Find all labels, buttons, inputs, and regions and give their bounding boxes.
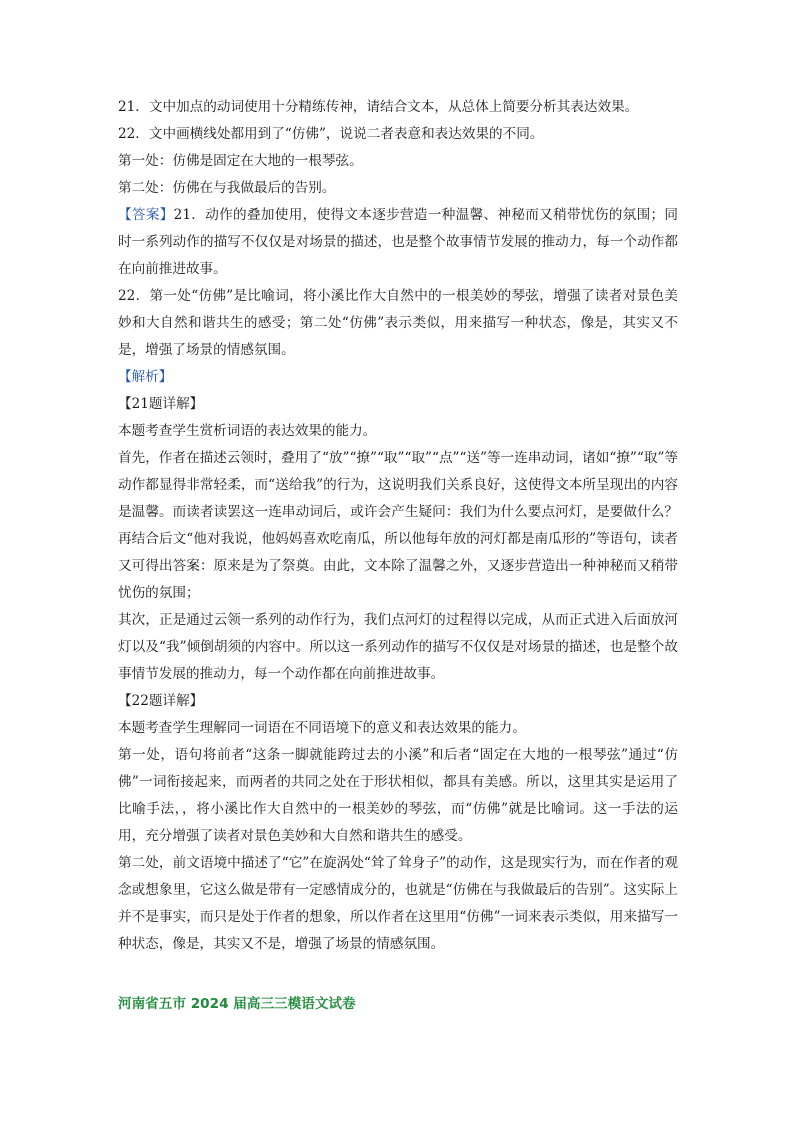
question-22-item-2: 第二处：仿佛在与我做最后的告别。 <box>118 180 336 196</box>
detail-22-paragraph-2: 第二处，前文语境中描述了“它”在旋涡处“耸了耸身子”的动作，这是现实行为，而在作者的观念或想象里，它这么做是带有一定感情成分的，也就是“仿佛在与我做最后的告别”。这实际上并不是事实，而只是处于作者的想象，所以作者在这里用“仿佛”一词来表示类似，用来描写一种状态，像是，其实又不是，增强了场景的情感氛围。 <box>118 855 678 952</box>
answer-21-text: 21．动作的叠加使用，使得文本逐步营造一种温馨、神秘而又稍带忧伤的氛围；同时一系列动作的描写不仅仅是对场景的描述，也是整个故事情节发展的推动力，每一个动作都在向前推进故事。 <box>118 207 679 277</box>
answer-21-paragraph <box>118 202 678 283</box>
detail-21-intro: 本题考查学生赏析词语的表达效果的能力。 <box>118 423 377 439</box>
detail-22-intro: 本题考查学生理解同一词语在不同语境下的意义和表达效果的能力。 <box>118 720 526 736</box>
answer-label: 【答案】 <box>118 207 174 223</box>
document-body <box>118 94 678 958</box>
detail-21-paragraph-2: 其次，正是通过云领一系列的动作行为，我们点河灯的过程得以完成，从而正式进入后面放河灯以及“我”倾倒胡须的内容中。所以这一系列动作的描写不仅仅是对场景的描述，也是整个故事情节发展的推动力，每一个动作都在向前推进故事。 <box>118 612 678 682</box>
question-22: 22．文中画横线处都用到了“仿佛”，说说二者表意和表达效果的不同。 <box>118 126 544 142</box>
question-22-item-1: 第一处：仿佛是固定在大地的一根琴弦。 <box>118 153 363 169</box>
answer-22-text: 22．第一处“仿佛”是比喻词，将小溪比作大自然中的一根美妙的琴弦，增强了读者对景色美妙和大自然和谐共生的感受；第二处“仿佛”表示类似，用来描写一种状态，像是，其实又不是，增强了场景的情感氛围。 <box>118 288 678 358</box>
detail-21-label: 【21题详解】 <box>118 396 204 412</box>
page-footer-title: 河南省五市 2024 届高三三模语文试卷 <box>118 996 356 1012</box>
detail-22-paragraph-1: 第一处，语句将前者“这条一脚就能跨过去的小溪”和后者“固定在大地的一根琴弦”通过“仿佛”一词衔接起来，而两者的共同之处在于形状相似，都具有美感。所以，这里其实是运用了比喻手法，，将小溪比作大自然中的一根美妙的琴弦，而“仿佛”就是比喻词。这一手法的运用，充分增强了读者对景色美妙和大自然和谐共生的感受。 <box>118 747 678 844</box>
analysis-label: 【解析】 <box>118 369 173 385</box>
question-21: 21．文中加点的动词使用十分精练传神，请结合文本，从总体上简要分析其表达效果。 <box>118 99 639 115</box>
detail-21-paragraph-1: 首先，作者在描述云领时，叠用了“放”“撩”“取”“取”“点”“送”等一连串动词，诸如“撩”“取”等动作都显得非常轻柔，而“送给我”的行为，这说明我们关系良好，这使得文本所呈现出的内容是温馨。而读者读罢这一连串动词后，或许会产生疑问：我们为什么要点河灯，是要做什么？再结合后文“他对我说，他妈妈喜欢吃南瓜，所以他每年放的河灯都是南瓜形的”等语句，读者又可得出答案：原来是为了祭奠。由此，文本除了温馨之外，又逐步营造出一种神秘而又稍带忧伤的氛围； <box>118 450 678 601</box>
detail-22-label: 【22题详解】 <box>118 693 204 709</box>
